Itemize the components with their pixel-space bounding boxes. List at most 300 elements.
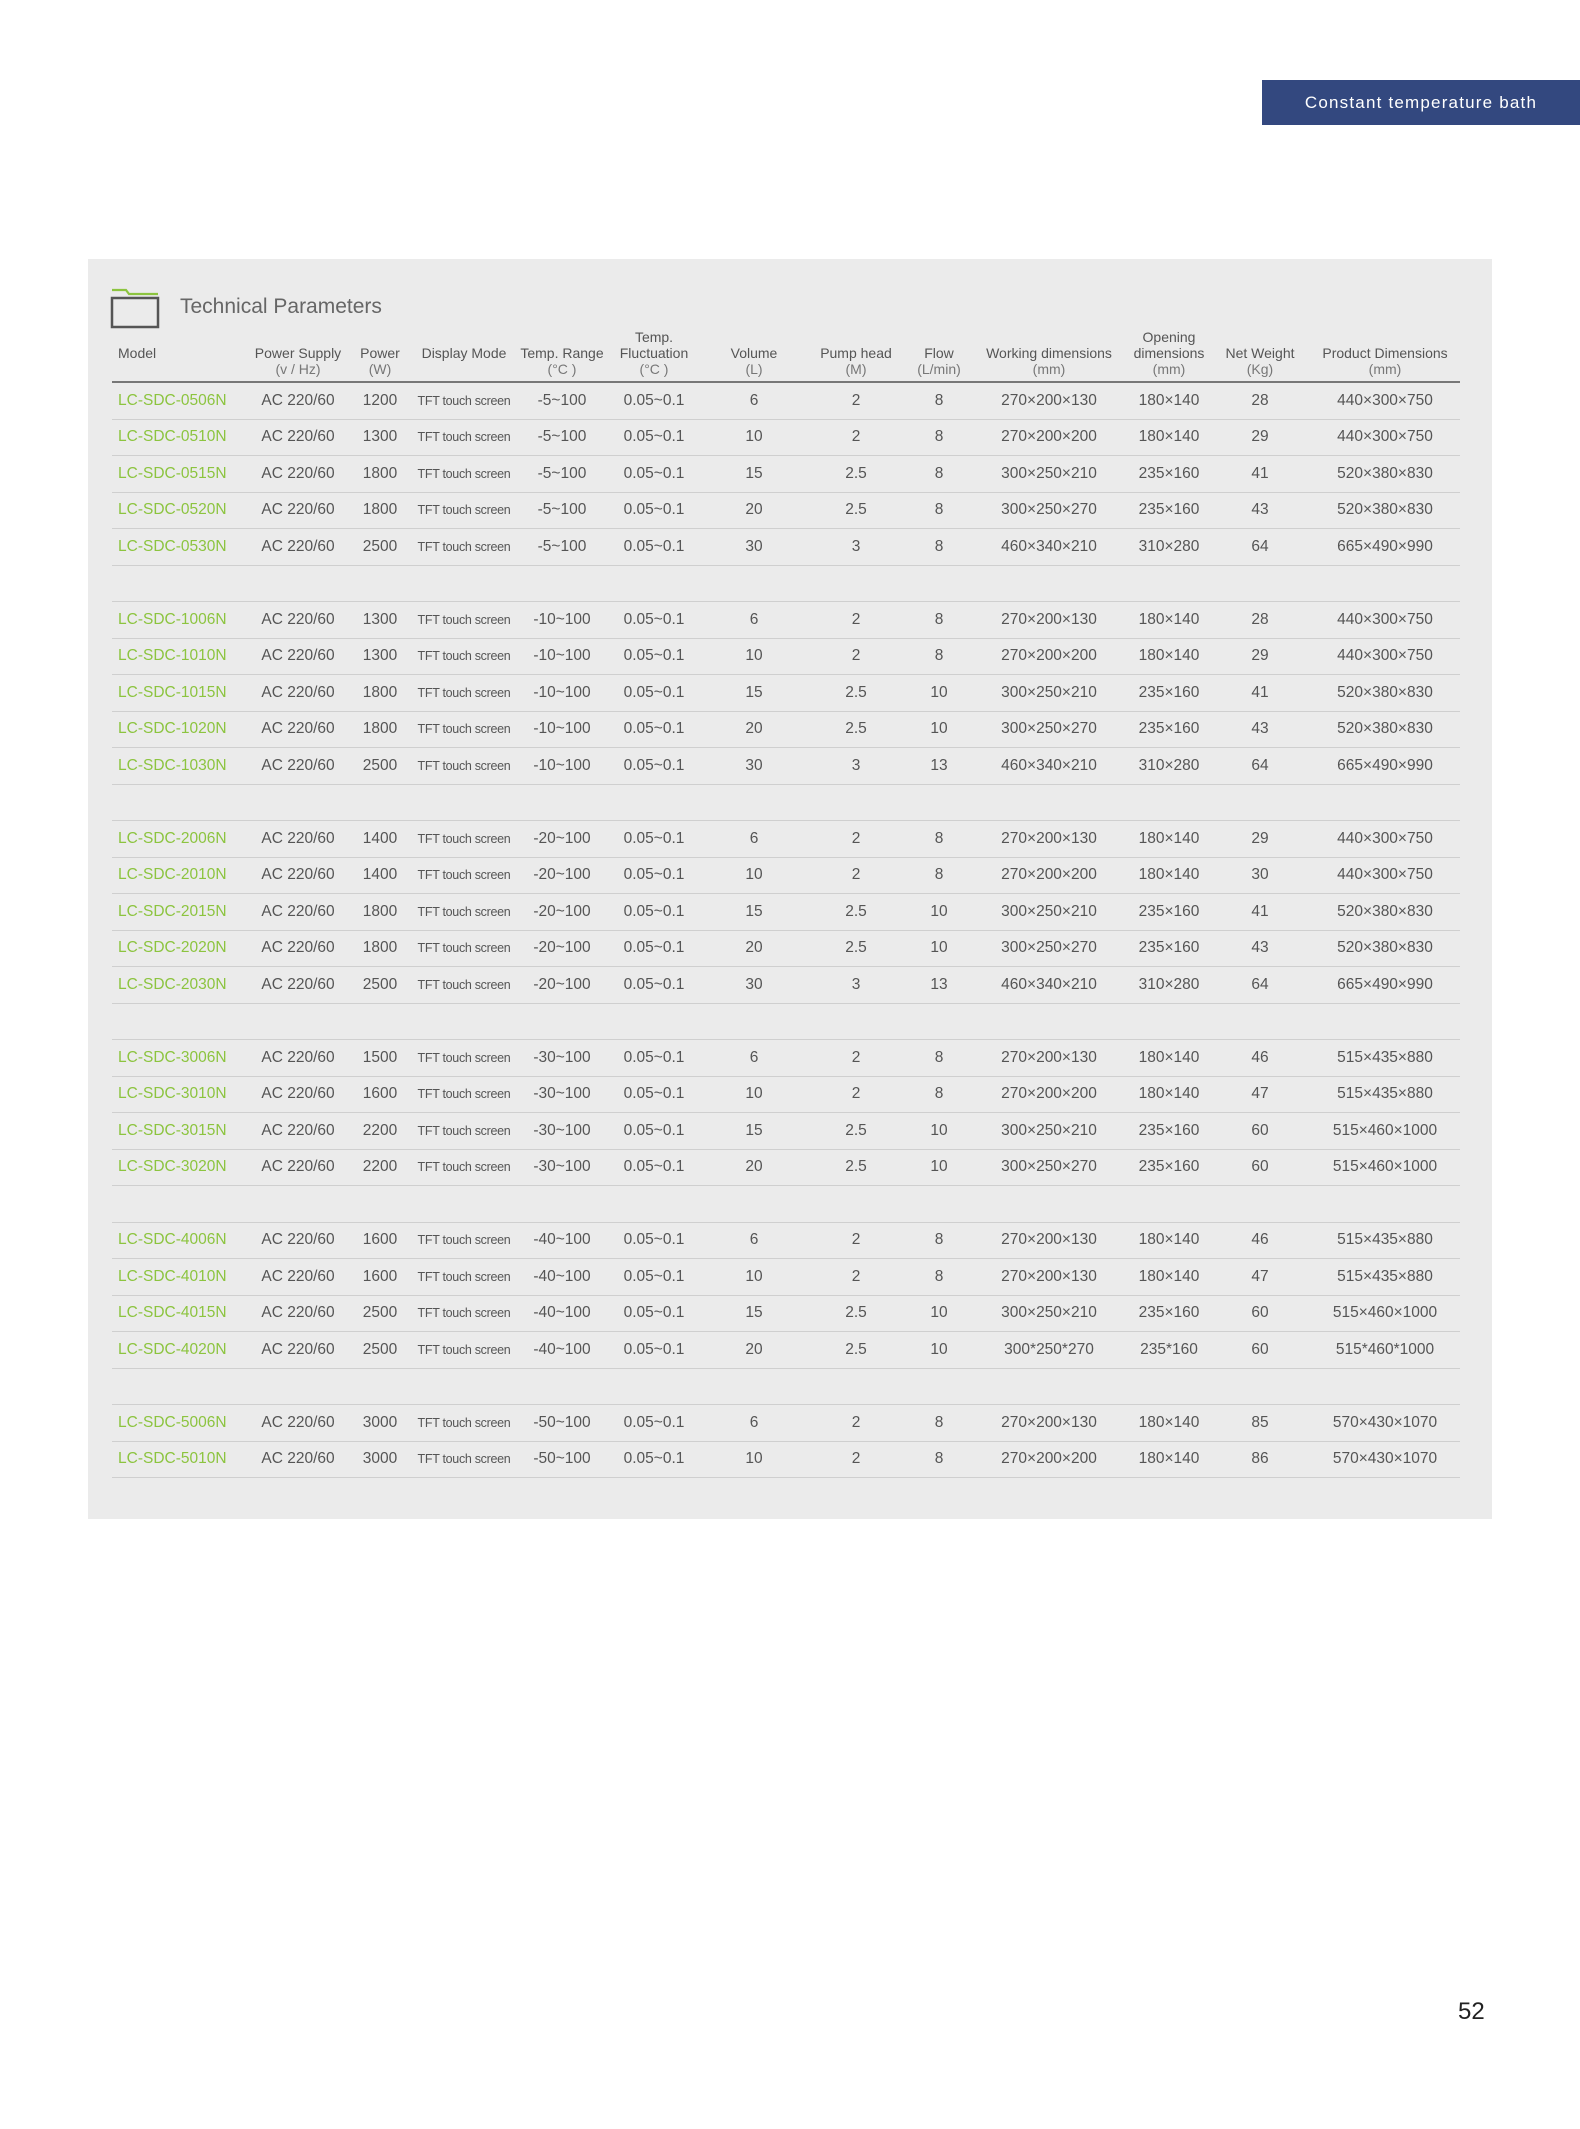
column-header xyxy=(908,329,970,382)
table-cell: AC 220/60 xyxy=(244,456,352,493)
table-cell: -30~100 xyxy=(520,1076,604,1113)
column-header-unit: (L/min) xyxy=(917,361,961,377)
table-cell: 10 xyxy=(908,1332,970,1369)
table-row xyxy=(112,967,1460,1004)
table-cell: AC 220/60 xyxy=(244,1222,352,1259)
table-cell: -30~100 xyxy=(520,1113,604,1150)
column-header-label: Flow xyxy=(924,345,954,361)
table-cell: 41 xyxy=(1210,894,1310,931)
table-cell: 2.5 xyxy=(804,492,908,529)
table-cell: 3000 xyxy=(352,1405,408,1442)
table-cell: 15 xyxy=(704,1113,804,1150)
column-header xyxy=(604,329,704,382)
table-cell: 10 xyxy=(908,1295,970,1332)
model-cell: LC-SDC-2006N xyxy=(112,821,244,858)
table-cell: AC 220/60 xyxy=(244,1295,352,1332)
table-cell: 570×430×1070 xyxy=(1310,1441,1460,1478)
spacer-cell xyxy=(112,565,1460,602)
table-cell: 1600 xyxy=(352,1076,408,1113)
table-cell: 2200 xyxy=(352,1149,408,1186)
table-cell: 1300 xyxy=(352,638,408,675)
table-cell: 6 xyxy=(704,1405,804,1442)
model-cell: LC-SDC-4006N xyxy=(112,1222,244,1259)
model-cell: LC-SDC-1020N xyxy=(112,711,244,748)
table-cell: 180×140 xyxy=(1128,1040,1210,1077)
group-spacer-row xyxy=(112,1368,1460,1405)
column-header-unit: (mm) xyxy=(1368,361,1402,377)
table-cell: 0.05~0.1 xyxy=(604,1076,704,1113)
table-cell: -5~100 xyxy=(520,382,604,419)
table-row xyxy=(112,1441,1460,1478)
group-spacer-row xyxy=(112,1003,1460,1040)
table-cell: 10 xyxy=(908,894,970,931)
column-header-label: Volume xyxy=(730,345,778,361)
table-cell: 460×340×210 xyxy=(970,967,1128,1004)
table-cell: AC 220/60 xyxy=(244,930,352,967)
table-cell: 515×435×880 xyxy=(1310,1222,1460,1259)
table-cell: AC 220/60 xyxy=(244,967,352,1004)
table-cell: AC 220/60 xyxy=(244,1076,352,1113)
display-mode-cell: TFT touch screen xyxy=(408,894,520,931)
table-cell: AC 220/60 xyxy=(244,638,352,675)
table-cell: 0.05~0.1 xyxy=(604,675,704,712)
table-cell: AC 220/60 xyxy=(244,419,352,456)
table-cell: 10 xyxy=(704,638,804,675)
table-cell: 2.5 xyxy=(804,456,908,493)
table-cell: 30 xyxy=(704,748,804,785)
table-cell: -20~100 xyxy=(520,857,604,894)
model-cell: LC-SDC-4010N xyxy=(112,1259,244,1296)
table-cell: -40~100 xyxy=(520,1222,604,1259)
model-cell: LC-SDC-0506N xyxy=(112,382,244,419)
display-mode-cell: TFT touch screen xyxy=(408,602,520,639)
table-cell: 29 xyxy=(1210,419,1310,456)
table-row xyxy=(112,1040,1460,1077)
table-cell: 0.05~0.1 xyxy=(604,930,704,967)
display-mode-cell: TFT touch screen xyxy=(408,857,520,894)
table-cell: -20~100 xyxy=(520,967,604,1004)
model-cell: LC-SDC-4020N xyxy=(112,1332,244,1369)
table-cell: 1800 xyxy=(352,711,408,748)
column-header xyxy=(804,329,908,382)
model-cell: LC-SDC-0515N xyxy=(112,456,244,493)
display-mode-cell: TFT touch screen xyxy=(408,930,520,967)
table-cell: 30 xyxy=(704,967,804,1004)
table-cell: AC 220/60 xyxy=(244,1113,352,1150)
column-header xyxy=(244,329,352,382)
table-cell: 8 xyxy=(908,456,970,493)
model-cell: LC-SDC-5006N xyxy=(112,1405,244,1442)
display-mode-cell: TFT touch screen xyxy=(408,1332,520,1369)
group-spacer-row xyxy=(112,784,1460,821)
display-mode-cell: TFT touch screen xyxy=(408,382,520,419)
model-cell: LC-SDC-5010N xyxy=(112,1441,244,1478)
model-cell: LC-SDC-3010N xyxy=(112,1076,244,1113)
column-header-unit: (°C ) xyxy=(639,361,669,377)
column-header-label: Power Supply xyxy=(254,345,342,361)
table-cell: 2 xyxy=(804,382,908,419)
table-row xyxy=(112,930,1460,967)
table-cell: 2200 xyxy=(352,1113,408,1150)
display-mode-cell: TFT touch screen xyxy=(408,638,520,675)
table-cell: 235×160 xyxy=(1128,711,1210,748)
table-cell: 520×380×830 xyxy=(1310,675,1460,712)
table-cell: -10~100 xyxy=(520,602,604,639)
table-cell: 0.05~0.1 xyxy=(604,492,704,529)
table-cell: 300×250×210 xyxy=(970,1295,1128,1332)
column-header-label: Model xyxy=(118,345,157,361)
table-cell: 460×340×210 xyxy=(970,748,1128,785)
table-cell: 180×140 xyxy=(1128,1405,1210,1442)
table-row xyxy=(112,821,1460,858)
table-cell: 2 xyxy=(804,1259,908,1296)
column-header xyxy=(520,329,604,382)
table-cell: 10 xyxy=(908,711,970,748)
table-cell: 2 xyxy=(804,419,908,456)
table-cell: 8 xyxy=(908,1405,970,1442)
table-cell: 1800 xyxy=(352,930,408,967)
table-cell: 20 xyxy=(704,1332,804,1369)
table-cell: 515*460*1000 xyxy=(1310,1332,1460,1369)
table-cell: 1600 xyxy=(352,1222,408,1259)
table-cell: 515×460×1000 xyxy=(1310,1295,1460,1332)
table-cell: 15 xyxy=(704,675,804,712)
table-cell: 0.05~0.1 xyxy=(604,1259,704,1296)
table-cell: 1800 xyxy=(352,675,408,712)
column-header xyxy=(704,329,804,382)
display-mode-cell: TFT touch screen xyxy=(408,1040,520,1077)
table-cell: 440×300×750 xyxy=(1310,857,1460,894)
table-cell: AC 220/60 xyxy=(244,1259,352,1296)
column-header-label: Net Weight xyxy=(1225,345,1295,361)
table-cell: -30~100 xyxy=(520,1040,604,1077)
table-cell: 46 xyxy=(1210,1222,1310,1259)
table-row xyxy=(112,1113,1460,1150)
table-cell: 310×280 xyxy=(1128,967,1210,1004)
model-cell: LC-SDC-0520N xyxy=(112,492,244,529)
column-header-unit: (Kg) xyxy=(1246,361,1274,377)
table-cell: 1300 xyxy=(352,602,408,639)
table-cell: 15 xyxy=(704,894,804,931)
spacer-cell xyxy=(112,784,1460,821)
table-cell: 8 xyxy=(908,529,970,566)
table-cell: 15 xyxy=(704,456,804,493)
table-cell: 85 xyxy=(1210,1405,1310,1442)
table-cell: 2 xyxy=(804,857,908,894)
table-cell: AC 220/60 xyxy=(244,1405,352,1442)
table-cell: 10 xyxy=(704,419,804,456)
table-cell: 8 xyxy=(908,1076,970,1113)
table-cell: 43 xyxy=(1210,930,1310,967)
table-cell: 515×460×1000 xyxy=(1310,1149,1460,1186)
model-cell: LC-SDC-3006N xyxy=(112,1040,244,1077)
table-cell: 180×140 xyxy=(1128,1076,1210,1113)
table-cell: 235×160 xyxy=(1128,492,1210,529)
table-cell: 6 xyxy=(704,821,804,858)
table-cell: -10~100 xyxy=(520,675,604,712)
table-cell: 440×300×750 xyxy=(1310,419,1460,456)
column-header xyxy=(352,329,408,382)
table-cell: 64 xyxy=(1210,529,1310,566)
table-cell: 515×435×880 xyxy=(1310,1076,1460,1113)
table-cell: 665×490×990 xyxy=(1310,967,1460,1004)
table-cell: AC 220/60 xyxy=(244,821,352,858)
table-cell: 460×340×210 xyxy=(970,529,1128,566)
table-cell: 440×300×750 xyxy=(1310,602,1460,639)
table-cell: 8 xyxy=(908,821,970,858)
table-cell: 10 xyxy=(908,1113,970,1150)
table-cell: 41 xyxy=(1210,456,1310,493)
category-tag: Constant temperature bath xyxy=(1262,80,1580,125)
table-cell: -20~100 xyxy=(520,894,604,931)
table-cell: 15 xyxy=(704,1295,804,1332)
table-cell: -40~100 xyxy=(520,1259,604,1296)
table-cell: 2.5 xyxy=(804,711,908,748)
table-cell: AC 220/60 xyxy=(244,857,352,894)
table-cell: 310×280 xyxy=(1128,748,1210,785)
table-cell: -5~100 xyxy=(520,529,604,566)
table-cell: 180×140 xyxy=(1128,857,1210,894)
table-cell: 235×160 xyxy=(1128,675,1210,712)
table-cell: 180×140 xyxy=(1128,1441,1210,1478)
table-cell: -20~100 xyxy=(520,930,604,967)
table-cell: 2 xyxy=(804,602,908,639)
table-row xyxy=(112,1076,1460,1113)
table-cell: 1400 xyxy=(352,821,408,858)
table-cell: 270×200×130 xyxy=(970,382,1128,419)
table-row xyxy=(112,602,1460,639)
table-cell: -10~100 xyxy=(520,748,604,785)
display-mode-cell: TFT touch screen xyxy=(408,1259,520,1296)
table-cell: 6 xyxy=(704,602,804,639)
model-cell: LC-SDC-2010N xyxy=(112,857,244,894)
table-cell: 8 xyxy=(908,1259,970,1296)
table-cell: AC 220/60 xyxy=(244,675,352,712)
table-cell: 0.05~0.1 xyxy=(604,1113,704,1150)
table-cell: 270×200×130 xyxy=(970,602,1128,639)
table-cell: 180×140 xyxy=(1128,1259,1210,1296)
table-cell: 6 xyxy=(704,1222,804,1259)
display-mode-cell: TFT touch screen xyxy=(408,529,520,566)
table-cell: 29 xyxy=(1210,821,1310,858)
table-cell: 1800 xyxy=(352,456,408,493)
table-cell: 0.05~0.1 xyxy=(604,602,704,639)
table-cell: 43 xyxy=(1210,492,1310,529)
table-cell: 20 xyxy=(704,711,804,748)
table-cell: 86 xyxy=(1210,1441,1310,1478)
table-header-row xyxy=(112,329,1460,382)
table-cell: 1200 xyxy=(352,382,408,419)
folder-icon xyxy=(110,287,160,329)
table-cell: -50~100 xyxy=(520,1405,604,1442)
table-cell: 520×380×830 xyxy=(1310,492,1460,529)
spacer-cell xyxy=(112,1003,1460,1040)
table-row xyxy=(112,1295,1460,1332)
table-cell: 2 xyxy=(804,1441,908,1478)
table-cell: 300*250*270 xyxy=(970,1332,1128,1369)
table-cell: -30~100 xyxy=(520,1149,604,1186)
column-header xyxy=(1310,329,1460,382)
table-cell: 20 xyxy=(704,492,804,529)
table-cell: 2500 xyxy=(352,748,408,785)
table-cell: AC 220/60 xyxy=(244,748,352,785)
table-cell: 30 xyxy=(704,529,804,566)
display-mode-cell: TFT touch screen xyxy=(408,675,520,712)
table-cell: 60 xyxy=(1210,1295,1310,1332)
table-cell: 0.05~0.1 xyxy=(604,382,704,419)
table-cell: 2.5 xyxy=(804,1332,908,1369)
column-header-unit: (L) xyxy=(745,361,763,377)
display-mode-cell: TFT touch screen xyxy=(408,1222,520,1259)
table-cell: -10~100 xyxy=(520,711,604,748)
table-cell: 520×380×830 xyxy=(1310,711,1460,748)
table-cell: 0.05~0.1 xyxy=(604,748,704,785)
table-cell: 2 xyxy=(804,821,908,858)
column-header-unit: (mm) xyxy=(1152,361,1186,377)
table-row xyxy=(112,1259,1460,1296)
table-cell: 0.05~0.1 xyxy=(604,711,704,748)
table-cell: 300×250×270 xyxy=(970,1149,1128,1186)
table-cell: 180×140 xyxy=(1128,602,1210,639)
table-cell: 28 xyxy=(1210,602,1310,639)
table-cell: 270×200×200 xyxy=(970,1076,1128,1113)
table-cell: 0.05~0.1 xyxy=(604,638,704,675)
column-header-unit: (v / Hz) xyxy=(275,361,321,377)
table-cell: 440×300×750 xyxy=(1310,821,1460,858)
table-cell: 0.05~0.1 xyxy=(604,1222,704,1259)
table-row xyxy=(112,1222,1460,1259)
table-cell: 0.05~0.1 xyxy=(604,1040,704,1077)
table-cell: 2 xyxy=(804,1040,908,1077)
table-cell: 64 xyxy=(1210,748,1310,785)
table-row xyxy=(112,1405,1460,1442)
table-cell: 2500 xyxy=(352,529,408,566)
table-cell: 20 xyxy=(704,930,804,967)
table-cell: 180×140 xyxy=(1128,638,1210,675)
table-cell: 0.05~0.1 xyxy=(604,456,704,493)
table-cell: 235*160 xyxy=(1128,1332,1210,1369)
table-cell: 1800 xyxy=(352,894,408,931)
table-cell: 64 xyxy=(1210,967,1310,1004)
table-row xyxy=(112,492,1460,529)
model-cell: LC-SDC-3020N xyxy=(112,1149,244,1186)
table-cell: 13 xyxy=(908,748,970,785)
table-cell: 3000 xyxy=(352,1441,408,1478)
table-cell: 235×160 xyxy=(1128,930,1210,967)
table-cell: 10 xyxy=(704,1441,804,1478)
display-mode-cell: TFT touch screen xyxy=(408,456,520,493)
table-cell: 0.05~0.1 xyxy=(604,894,704,931)
table-cell: 6 xyxy=(704,1040,804,1077)
column-header-label: Working dimensions xyxy=(986,345,1112,361)
table-cell: 10 xyxy=(908,675,970,712)
table-cell: AC 220/60 xyxy=(244,711,352,748)
table-cell: 440×300×750 xyxy=(1310,382,1460,419)
table-cell: 8 xyxy=(908,602,970,639)
table-cell: 665×490×990 xyxy=(1310,529,1460,566)
table-cell: -50~100 xyxy=(520,1441,604,1478)
table-cell: 270×200×130 xyxy=(970,1040,1128,1077)
table-cell: AC 220/60 xyxy=(244,1332,352,1369)
model-cell: LC-SDC-1010N xyxy=(112,638,244,675)
table-cell: 2.5 xyxy=(804,930,908,967)
table-cell: 6 xyxy=(704,382,804,419)
table-cell: 60 xyxy=(1210,1332,1310,1369)
table-row xyxy=(112,638,1460,675)
table-row xyxy=(112,1332,1460,1369)
table-cell: 2 xyxy=(804,1405,908,1442)
table-cell: 8 xyxy=(908,492,970,529)
display-mode-cell: TFT touch screen xyxy=(408,1295,520,1332)
column-header xyxy=(1210,329,1310,382)
table-cell: 270×200×200 xyxy=(970,419,1128,456)
table-row xyxy=(112,419,1460,456)
display-mode-cell: TFT touch screen xyxy=(408,1441,520,1478)
table-row xyxy=(112,382,1460,419)
table-cell: 180×140 xyxy=(1128,382,1210,419)
table-cell: 46 xyxy=(1210,1040,1310,1077)
model-cell: LC-SDC-2030N xyxy=(112,967,244,1004)
table-cell: -10~100 xyxy=(520,638,604,675)
table-cell: 2500 xyxy=(352,1295,408,1332)
display-mode-cell: TFT touch screen xyxy=(408,821,520,858)
table-cell: 0.05~0.1 xyxy=(604,1405,704,1442)
page-number: 52 xyxy=(1458,1998,1485,2025)
model-cell: LC-SDC-1006N xyxy=(112,602,244,639)
column-header-label: Pump head xyxy=(820,345,892,361)
table-cell: 515×460×1000 xyxy=(1310,1113,1460,1150)
table-cell: 515×435×880 xyxy=(1310,1040,1460,1077)
table-cell: 270×200×200 xyxy=(970,857,1128,894)
table-row xyxy=(112,857,1460,894)
table-cell: AC 220/60 xyxy=(244,1149,352,1186)
model-cell: LC-SDC-3015N xyxy=(112,1113,244,1150)
model-cell: LC-SDC-4015N xyxy=(112,1295,244,1332)
table-row xyxy=(112,529,1460,566)
parameters-table xyxy=(112,329,1460,1478)
table-cell: 2500 xyxy=(352,967,408,1004)
table-cell: 180×140 xyxy=(1128,1222,1210,1259)
column-header-unit: (mm) xyxy=(1032,361,1066,377)
column-header-label: Display Mode xyxy=(421,345,507,361)
table-cell: 60 xyxy=(1210,1113,1310,1150)
table-cell: 2 xyxy=(804,638,908,675)
column-header-label: Power xyxy=(360,345,400,361)
table-cell: AC 220/60 xyxy=(244,492,352,529)
column-header-unit xyxy=(408,361,520,377)
table-cell: 3 xyxy=(804,529,908,566)
table-cell: 1500 xyxy=(352,1040,408,1077)
table-cell: 235×160 xyxy=(1128,1113,1210,1150)
table-cell: 270×200×130 xyxy=(970,1222,1128,1259)
table-cell: 300×250×270 xyxy=(970,492,1128,529)
table-row xyxy=(112,675,1460,712)
table-cell: AC 220/60 xyxy=(244,894,352,931)
table-cell: 270×200×130 xyxy=(970,1259,1128,1296)
table-cell: 235×160 xyxy=(1128,1149,1210,1186)
table-cell: 10 xyxy=(908,1149,970,1186)
column-header-label: Temp. Fluctuation xyxy=(619,329,689,361)
table-cell: 8 xyxy=(908,419,970,456)
table-cell: 10 xyxy=(908,930,970,967)
table-cell: 1300 xyxy=(352,419,408,456)
table-row xyxy=(112,1149,1460,1186)
table-cell: AC 220/60 xyxy=(244,382,352,419)
table-cell: 1600 xyxy=(352,1259,408,1296)
model-cell: LC-SDC-2015N xyxy=(112,894,244,931)
table-cell: 0.05~0.1 xyxy=(604,967,704,1004)
table-cell: 60 xyxy=(1210,1149,1310,1186)
